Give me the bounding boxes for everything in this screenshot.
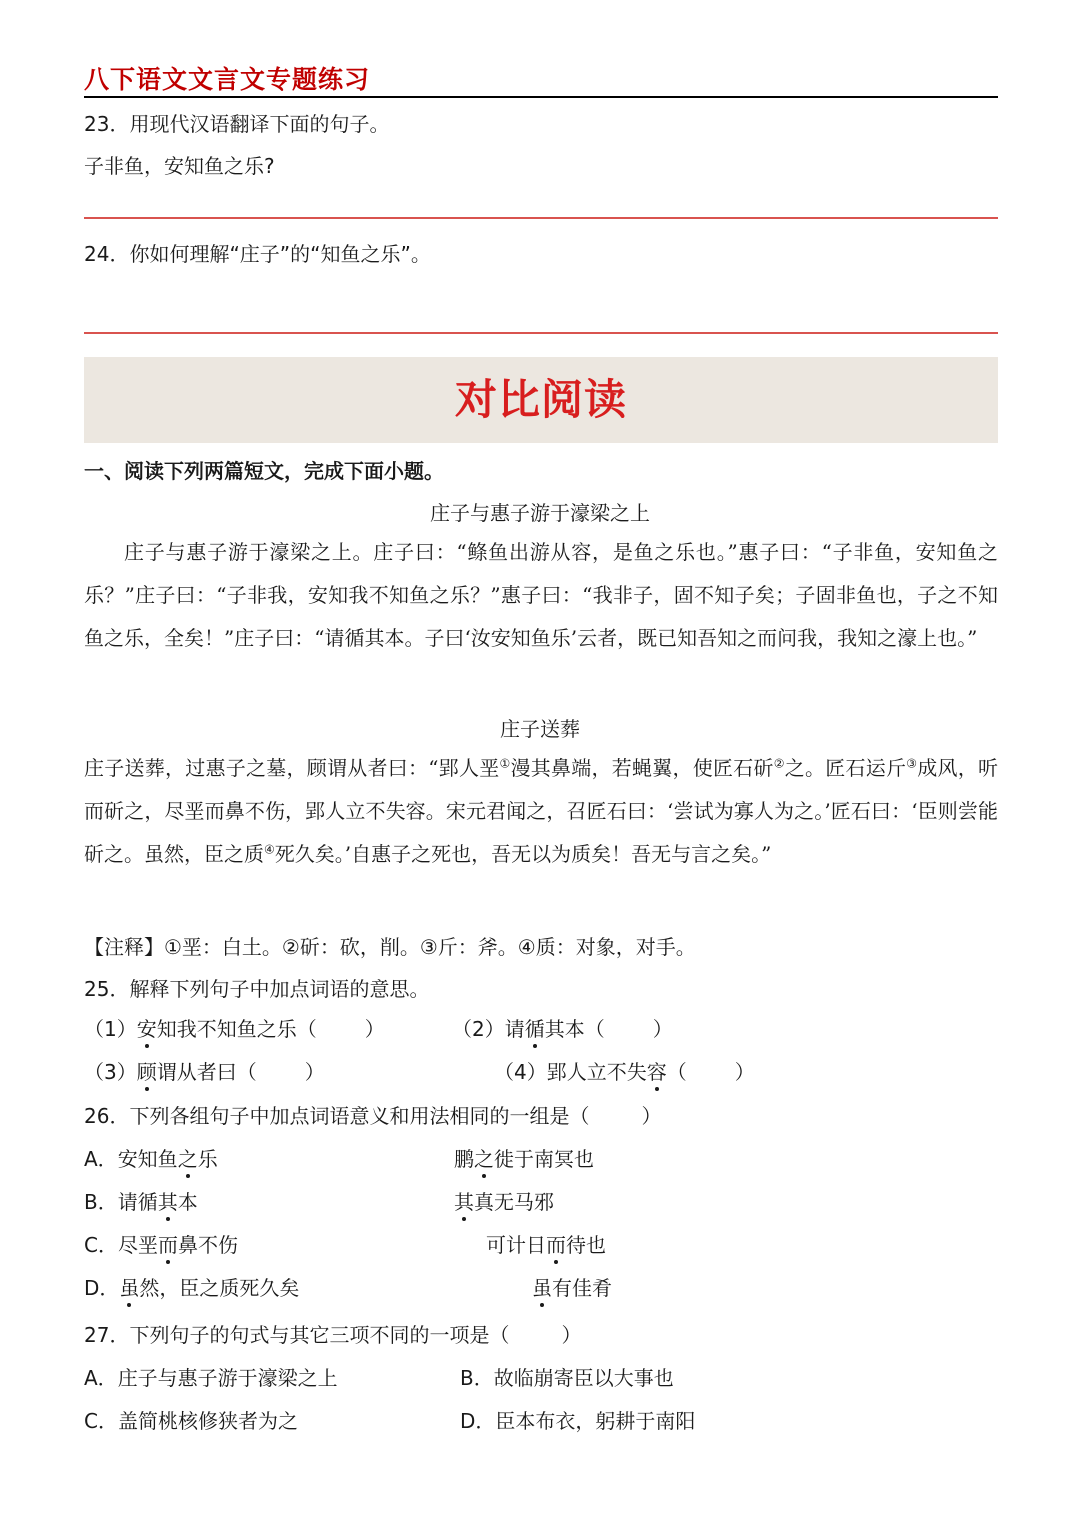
option-text: 徙于南冥也 <box>494 1147 594 1171</box>
passage2-seg: 漫其鼻端，若蝇翼，使匠石斫 <box>510 756 774 780</box>
note-ref-4: ④ <box>264 842 275 857</box>
q27-option-c[interactable] <box>84 1405 298 1434</box>
option-label: A． <box>84 1147 118 1171</box>
q23-sentence: 子非鱼，安知鱼之乐? <box>84 154 275 178</box>
item-prefix: （2）请 <box>452 1017 525 1041</box>
q23-stem: 23．用现代汉语翻译下面的句子。 <box>84 112 390 136</box>
option-text: 故临崩寄臣以大事也 <box>493 1366 674 1390</box>
q26-stem <box>84 1100 661 1129</box>
item-prefix: （3） <box>84 1060 137 1084</box>
q26-option-b-right <box>454 1186 554 1215</box>
option-label: D． <box>84 1276 120 1300</box>
q27-stem-text: 27．下列句子的句式与其它三项不同的一项是（ <box>84 1323 510 1347</box>
dotted-word: 循 <box>525 1013 545 1042</box>
option-text: 臣本布衣，躬耕于南阳 <box>495 1409 696 1433</box>
dotted-word: 之 <box>474 1143 494 1172</box>
q26-stem-text: 26．下列各组句子中加点词语意义和用法相同的一组是（ <box>84 1104 590 1128</box>
option-text: 真无马邪 <box>474 1190 554 1214</box>
option-text: 本 <box>177 1190 198 1214</box>
option-label: B． <box>84 1190 118 1214</box>
dotted-word: 虽 <box>532 1272 552 1301</box>
passage2-title: 庄子送葬 <box>500 717 580 741</box>
q25-item-1 <box>84 1013 385 1042</box>
q26-option-c[interactable] <box>84 1229 238 1258</box>
option-label: C． <box>84 1233 118 1257</box>
q27-option-d[interactable] <box>460 1405 695 1434</box>
passage1-title: 庄子与惠子游于濠梁之上 <box>430 501 650 525</box>
dotted-word: 其 <box>158 1186 178 1215</box>
q24-stem: 24．你如何理解“庄子”的“知鱼之乐”。 <box>84 242 431 266</box>
item-close: ） <box>652 1017 673 1041</box>
item-text: 知我不知鱼之乐（ <box>156 1017 317 1041</box>
option-text: 庄子与惠子游于濠梁之上 <box>117 1366 338 1390</box>
q27-stem-close: ） <box>561 1323 582 1347</box>
dotted-word: 容 <box>647 1056 667 1085</box>
note-ref-3: ③ <box>906 756 918 771</box>
q27-stem <box>84 1319 581 1348</box>
notes: 【注释】①垩：白土。②斫：砍，削。③斤：斧。④质：对象，对手。 <box>84 935 696 959</box>
option-text: 待也 <box>566 1233 606 1257</box>
passage2-seg: 死久矣。’自惠子之死也，吾无以为质矣！吾无与言之矣。” <box>274 842 772 866</box>
q26-option-d-right <box>532 1272 612 1301</box>
dotted-word: 之 <box>178 1143 198 1172</box>
item-text: 其本（ <box>544 1017 605 1041</box>
option-text: 盖简桃核修狭者为之 <box>117 1409 298 1433</box>
item-text: 谓从者曰（ <box>156 1060 257 1084</box>
note-ref-1: ① <box>499 756 511 771</box>
item-close: ） <box>304 1060 325 1084</box>
option-text: 乐 <box>197 1147 218 1171</box>
q27-option-a[interactable] <box>84 1362 338 1391</box>
header-rule <box>84 96 998 98</box>
q25-item-2 <box>452 1013 673 1042</box>
q25-stem: 25．解释下列句子中加点词语的意思。 <box>84 977 430 1001</box>
q26-option-a-right <box>454 1143 594 1172</box>
item-prefix: （1） <box>84 1017 137 1041</box>
q26-option-a[interactable] <box>84 1143 218 1172</box>
dotted-word: 虽 <box>119 1272 139 1301</box>
dotted-word: 安 <box>137 1013 157 1042</box>
q25-item-4 <box>494 1056 755 1085</box>
q26-option-b[interactable] <box>84 1186 198 1215</box>
q25-item-3 <box>84 1056 325 1085</box>
q26-stem-close: ） <box>641 1104 662 1128</box>
section-banner <box>84 357 998 443</box>
q26-option-c-right <box>486 1229 606 1258</box>
section-heading: 一、阅读下列两篇短文，完成下面小题。 <box>84 459 444 483</box>
header-title: 八下语文文言文专题练习 <box>84 65 371 94</box>
option-text: 尽垩 <box>117 1233 158 1257</box>
dotted-word: 而 <box>546 1229 566 1258</box>
q23-answer-line[interactable] <box>84 217 998 219</box>
option-text: 鹏 <box>454 1147 474 1171</box>
q24-answer-line[interactable] <box>84 332 998 334</box>
q27-option-b[interactable] <box>460 1362 674 1391</box>
banner-title: 对比阅读 <box>454 375 627 424</box>
q26-option-d[interactable] <box>84 1272 299 1301</box>
passage1-text: 庄子与惠子游于濠梁之上。庄子曰：“鲦鱼出游从容，是鱼之乐也。”惠子曰：“子非鱼，安知鱼之乐？”庄子曰：“子非我，安知我不知鱼之乐？”惠子曰：“我非子，固不知子矣；子固非鱼也，子之不知鱼之乐，全矣！”庄子曰：“请循其本。子曰‘汝安知鱼乐’云者，既已知吾知之而问我，我知之濠上也。” <box>84 540 998 650</box>
item-close: ） <box>734 1060 755 1084</box>
passage2-seg: 成风，听而斫之，尽垩而鼻不伤，郢人立不失容。宋元君闻之，召匠石曰：‘尝试为寡人为之。’匠石曰：‘臣则尝能斫之。虽然，臣之质 <box>84 756 999 866</box>
option-label: B． <box>460 1366 494 1390</box>
item-close: ） <box>364 1017 385 1041</box>
option-text: 安知鱼 <box>117 1147 178 1171</box>
option-label: D． <box>460 1409 496 1433</box>
item-prefix: （4）郢人立不失 <box>494 1060 647 1084</box>
passage2-seg: 庄子送葬，过惠子之墓，顾谓从者曰：“郢人垩 <box>84 756 500 780</box>
option-text: 鼻不伤 <box>177 1233 238 1257</box>
option-text: 请循 <box>117 1190 158 1214</box>
option-text: 有佳肴 <box>552 1276 612 1300</box>
dotted-word: 顾 <box>137 1056 157 1085</box>
passage2-text <box>84 747 998 876</box>
option-text: 然，臣之质死久矣 <box>139 1276 300 1300</box>
option-label: C． <box>84 1409 118 1433</box>
item-text: （ <box>666 1060 687 1084</box>
note-ref-2: ② <box>773 756 785 771</box>
option-text: 可计日 <box>486 1233 546 1257</box>
dotted-word: 其 <box>454 1186 474 1215</box>
passage2-seg: 之。匠石运斤 <box>784 756 907 780</box>
dotted-word: 而 <box>158 1229 178 1258</box>
option-label: A． <box>84 1366 118 1390</box>
